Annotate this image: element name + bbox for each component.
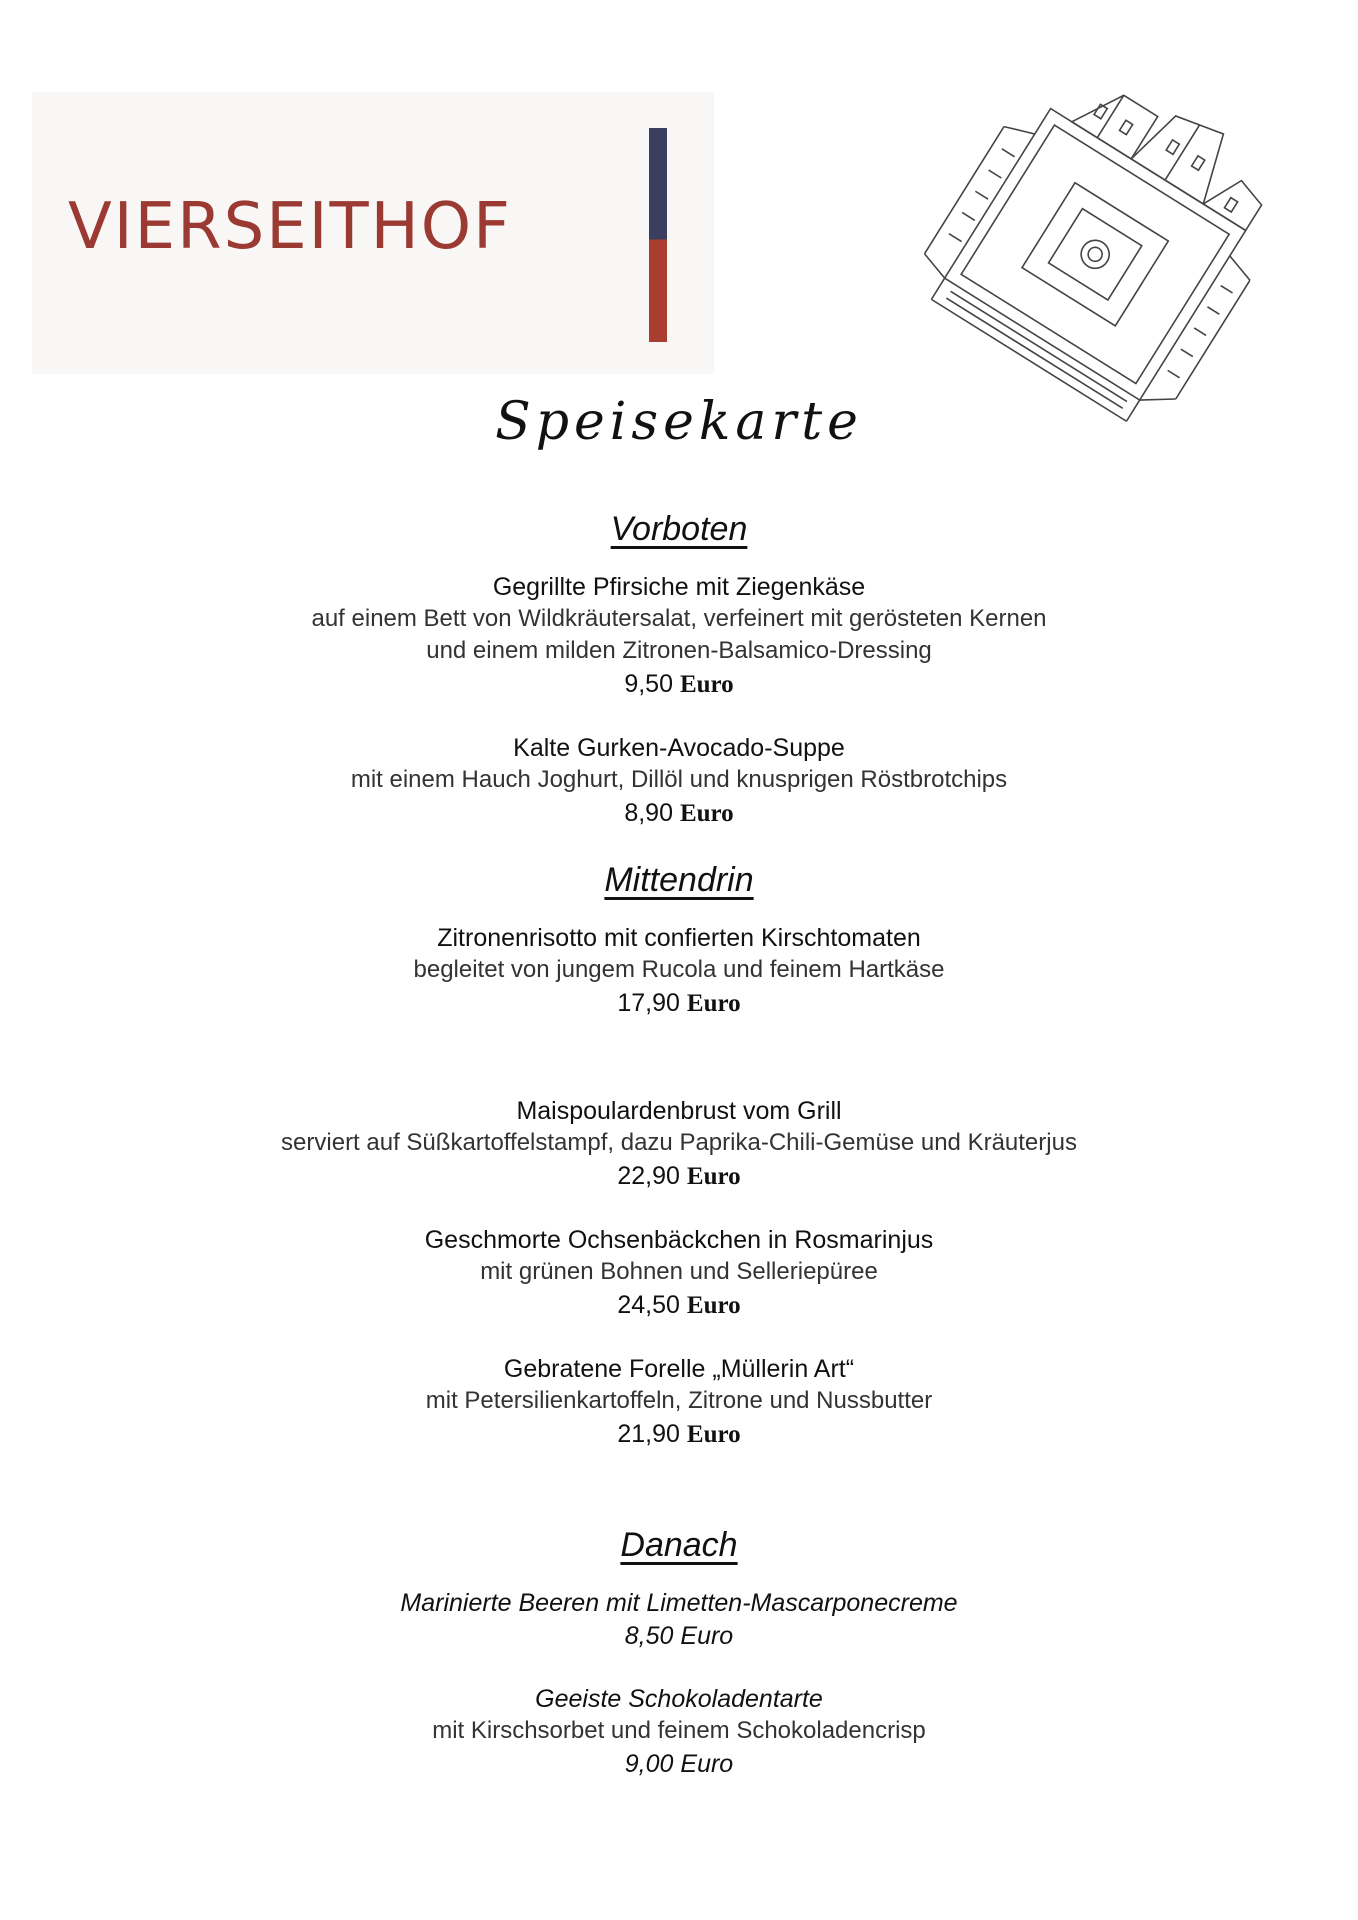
price-currency: Euro — [679, 800, 734, 827]
dish-price — [0, 1288, 1358, 1323]
dish-name: Geschmorte Ochsenbäckchen in Rosmarinjus — [424, 1226, 934, 1254]
dish-item — [0, 732, 1358, 831]
dish-name: Zitronenrisotto mit confierten Kirschtomaten — [437, 924, 921, 952]
brand-logo: VIERSEITHOF — [68, 190, 512, 264]
dish-price — [0, 1417, 1358, 1452]
dish-name: Kalte Gurken-Avocado-Suppe — [513, 734, 845, 762]
dish-name: Geeiste Schokoladentarte — [535, 1685, 823, 1713]
dish-item — [0, 571, 1358, 702]
price-currency: Euro — [680, 1750, 734, 1778]
dish-description: mit Petersilienkartoffeln, Zitrone und Nussbutter — [425, 1387, 933, 1414]
dish-price — [0, 1159, 1358, 1194]
price-currency: Euro — [680, 1622, 734, 1650]
dish-description: mit grünen Bohnen und Selleriepüree — [480, 1258, 878, 1285]
dish-item — [0, 1683, 1358, 1781]
price-currency: Euro — [686, 1163, 741, 1190]
menu-title: Speisekarte — [495, 392, 863, 452]
building-sketch-icon — [920, 50, 1300, 430]
dish-item — [0, 1353, 1358, 1452]
dish-description: auf einem Bett von Wildkräutersalat, verfeinert mit gerösteten Kernen — [311, 605, 1047, 632]
price-value: 17,90 — [617, 989, 680, 1017]
section-title: Danach — [620, 1526, 738, 1564]
price-currency: Euro — [686, 990, 741, 1017]
dish-description: und einem milden Zitronen-Balsamico-Dressing — [426, 637, 932, 664]
dish-price — [0, 986, 1358, 1021]
dish-name: Gebratene Forelle „Müllerin Art“ — [503, 1355, 855, 1383]
dish-price — [0, 796, 1358, 831]
section-title: Mittendrin — [604, 861, 754, 899]
dish-item — [0, 1587, 1358, 1653]
logo-panel — [32, 92, 714, 374]
price-value: 21,90 — [617, 1420, 680, 1448]
dish-price — [0, 1619, 1358, 1653]
price-value: 22,90 — [617, 1162, 680, 1190]
price-value: 8,50 — [624, 1622, 674, 1650]
dish-description: mit Kirschsorbet und feinem Schokoladencrisp — [432, 1717, 926, 1744]
dish-name: Marinierte Beeren mit Limetten-Mascarponecreme — [400, 1589, 958, 1617]
dish-item — [0, 922, 1358, 1021]
price-currency: Euro — [679, 671, 734, 698]
price-currency: Euro — [686, 1421, 741, 1448]
dish-price — [0, 667, 1358, 702]
price-value: 24,50 — [617, 1291, 680, 1319]
dish-name: Maispoulardenbrust vom Grill — [516, 1097, 842, 1125]
price-value: 9,50 — [624, 670, 673, 698]
price-value: 8,90 — [624, 799, 673, 827]
section-vorboten — [0, 510, 1358, 831]
price-currency: Euro — [686, 1292, 741, 1319]
dish-name: Gegrillte Pfirsiche mit Ziegenkäse — [492, 573, 866, 601]
dish-price — [0, 1747, 1358, 1781]
logo-color-bar — [649, 128, 667, 342]
section-danach — [0, 1526, 1358, 1781]
section-title: Vorboten — [610, 510, 748, 548]
dish-description: mit einem Hauch Joghurt, Dillöl und knusprigen Röstbrotchips — [350, 766, 1008, 793]
menu-body — [0, 510, 1358, 1811]
dish-description: serviert auf Süßkartoffelstampf, dazu Paprika-Chili-Gemüse und Kräuterjus — [281, 1129, 1077, 1156]
section-mittendrin — [0, 861, 1358, 1526]
dish-item — [0, 1224, 1358, 1323]
price-value: 9,00 — [624, 1750, 674, 1778]
dish-description: begleitet von jungem Rucola und feinem Hartkäse — [413, 956, 945, 983]
dish-item — [0, 1095, 1358, 1194]
